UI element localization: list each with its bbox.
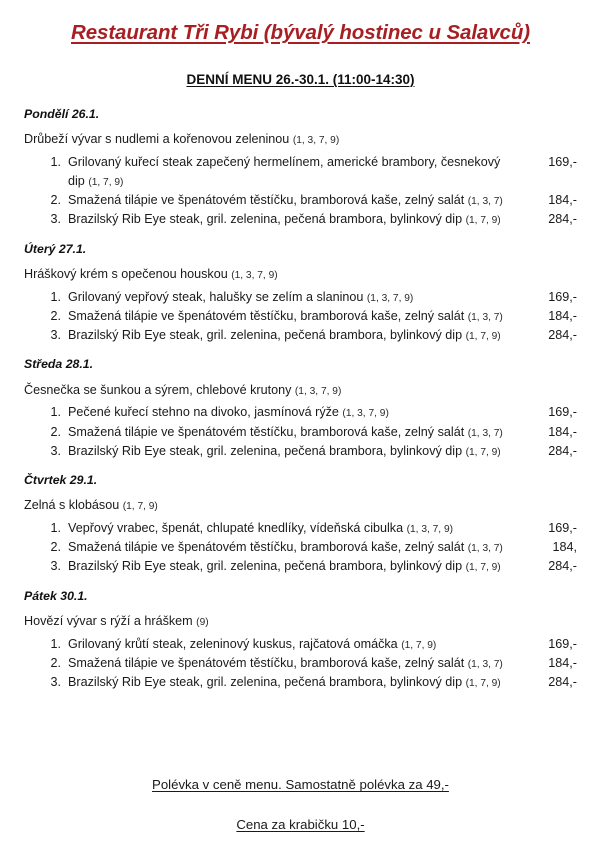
dish-number: 1. bbox=[50, 155, 61, 170]
soup-name: Zelná s klobásou bbox=[24, 498, 120, 513]
soup-name: Hráškový krém s opečenou houskou bbox=[24, 267, 228, 282]
dish-name-cell bbox=[68, 403, 525, 422]
dish-name: Grilovaný krůtí steak, zeleninový kuskus, rajčatová omáčka bbox=[68, 636, 398, 651]
dish-name: Smažená tilápie ve špenátovém těstíčku, bramborová kaše, zelný salát bbox=[68, 424, 465, 439]
dish-price: 169,- bbox=[548, 636, 577, 651]
dish-name-cell bbox=[68, 635, 525, 654]
dish-allergens: (1, 7, 9) bbox=[465, 331, 501, 343]
dish-allergens: (1, 7, 9) bbox=[465, 678, 501, 690]
dish-number: 2. bbox=[50, 193, 61, 208]
dish-allergens: (1, 7, 9) bbox=[401, 639, 437, 651]
dish-list bbox=[24, 153, 577, 230]
dish-price: 169,- bbox=[548, 155, 577, 170]
soup-line bbox=[24, 489, 577, 515]
dish-price: 169,- bbox=[548, 521, 577, 536]
dish-price: 169,- bbox=[548, 289, 577, 304]
dish-name: Brazilský Rib Eye steak, gril. zelenina, pečená brambora, bylinkový dip bbox=[68, 443, 463, 458]
dish-price: 284,- bbox=[548, 212, 577, 227]
soup-name: Česnečka se šunkou a sýrem, chlebové krutony bbox=[24, 382, 292, 397]
dish-number: 2. bbox=[50, 424, 61, 439]
footer-soup-note-text: Polévka v ceně menu. Samostatně polévka za 49,- bbox=[152, 777, 449, 793]
dish-name: Grilovaný vepřový steak, halušky se zelím a slaninou bbox=[68, 289, 364, 304]
dish-name: Vepřový vrabec, špenát, chlupaté knedlíky, vídeňská cibulka bbox=[68, 521, 404, 536]
dish-name-cell bbox=[68, 673, 525, 692]
dish-allergens: (1, 3, 7, 9) bbox=[342, 408, 389, 420]
day-title: Pátek 30.1. bbox=[24, 588, 88, 603]
dish-row bbox=[24, 326, 577, 345]
footer-box-price-note-text: Cena za krabičku 10,- bbox=[236, 817, 365, 833]
dish-price: 284,- bbox=[548, 443, 577, 458]
dish-number: 1. bbox=[50, 521, 61, 536]
dish-name-cell bbox=[68, 153, 525, 191]
restaurant-title-text: Restaurant Tři Rybi (bývalý hostinec u Salavců) bbox=[71, 21, 530, 44]
dish-allergens: (1, 7, 9) bbox=[465, 446, 501, 458]
dish-row bbox=[24, 635, 577, 654]
soup-allergens: (1, 7, 9) bbox=[122, 501, 158, 513]
day-blocks-container bbox=[24, 105, 577, 692]
soup-line bbox=[24, 123, 577, 149]
dish-number: 3. bbox=[50, 443, 61, 458]
dish-name-cell bbox=[68, 654, 525, 673]
dish-list bbox=[24, 403, 577, 460]
dish-row bbox=[24, 673, 577, 692]
day-block bbox=[24, 471, 577, 577]
dish-list bbox=[24, 288, 577, 345]
dish-price: 284,- bbox=[548, 559, 577, 574]
dish-row bbox=[24, 403, 577, 422]
dish-price: 184,- bbox=[548, 308, 577, 323]
dish-name: Smažená tilápie ve špenátovém těstíčku, bramborová kaše, zelný salát bbox=[68, 193, 465, 208]
dish-number: 2. bbox=[50, 655, 61, 670]
day-title: Pondělí 26.1. bbox=[24, 106, 100, 121]
soup-line bbox=[24, 374, 577, 400]
dish-name: Brazilský Rib Eye steak, gril. zelenina, pečená brambora, bylinkový dip bbox=[68, 675, 463, 690]
dish-price: 284,- bbox=[548, 328, 577, 343]
dish-allergens: (1, 3, 7) bbox=[467, 427, 503, 439]
dish-name: Smažená tilápie ve špenátovém těstíčku, bramborová kaše, zelný salát bbox=[68, 655, 465, 670]
soup-name: Drůbeží vývar s nudlemi a kořenovou zeleninou bbox=[24, 132, 290, 147]
dish-allergens: (1, 7, 9) bbox=[465, 562, 501, 574]
dish-list bbox=[24, 519, 577, 576]
dish-row bbox=[24, 153, 577, 191]
restaurant-title bbox=[24, 0, 577, 46]
dish-allergens: (1, 7, 9) bbox=[88, 177, 124, 189]
dish-row bbox=[24, 307, 577, 326]
dish-price: 284,- bbox=[548, 675, 577, 690]
dish-row bbox=[24, 557, 577, 576]
day-block bbox=[24, 587, 577, 693]
dish-price: 184,- bbox=[548, 193, 577, 208]
dish-row bbox=[24, 423, 577, 442]
dish-number: 1. bbox=[50, 289, 61, 304]
dish-row bbox=[24, 519, 577, 538]
footer-box-price-note bbox=[0, 816, 601, 834]
soup-line bbox=[24, 258, 577, 284]
day-title: Úterý 27.1. bbox=[24, 241, 87, 256]
dish-number: 2. bbox=[50, 308, 61, 323]
dish-name: Smažená tilápie ve špenátovém těstíčku, bramborová kaše, zelný salát bbox=[68, 308, 465, 323]
dish-name: Brazilský Rib Eye steak, gril. zelenina, pečená brambora, bylinkový dip bbox=[68, 559, 463, 574]
day-block bbox=[24, 355, 577, 461]
dish-price: 169,- bbox=[548, 405, 577, 420]
dish-row bbox=[24, 191, 577, 210]
dish-number: 3. bbox=[50, 559, 61, 574]
soup-name: Hovězí vývar s rýží a hráškem bbox=[24, 613, 193, 628]
dish-allergens: (1, 3, 7) bbox=[467, 658, 503, 670]
dish-name: Brazilský Rib Eye steak, gril. zelenina, pečená brambora, bylinkový dip bbox=[68, 212, 463, 227]
dish-row bbox=[24, 654, 577, 673]
soup-allergens: (1, 3, 7, 9) bbox=[231, 270, 278, 282]
dish-number: 3. bbox=[50, 212, 61, 227]
dish-name-cell bbox=[68, 326, 525, 345]
dish-allergens: (1, 7, 9) bbox=[465, 215, 501, 227]
dish-price: 184, bbox=[552, 540, 577, 555]
dish-price: 184,- bbox=[548, 655, 577, 670]
dish-name-cell bbox=[68, 538, 525, 557]
day-title: Čtvrtek 29.1. bbox=[24, 472, 98, 487]
dish-allergens: (1, 3, 7) bbox=[467, 543, 503, 555]
day-title: Středa 28.1. bbox=[24, 357, 94, 372]
dish-list bbox=[24, 635, 577, 692]
soup-allergens: (1, 3, 7, 9) bbox=[292, 135, 340, 147]
dish-price: 184,- bbox=[548, 424, 577, 439]
dish-name-cell bbox=[68, 442, 525, 461]
dish-number: 3. bbox=[50, 328, 61, 343]
day-block bbox=[24, 105, 577, 230]
dish-number: 3. bbox=[50, 675, 61, 690]
dish-name: Grilovaný kuřecí steak zapečený hermelínem, americké brambory, česnekový dip bbox=[68, 155, 501, 189]
soup-allergens: (9) bbox=[196, 616, 209, 628]
dish-allergens: (1, 3, 7, 9) bbox=[406, 524, 454, 536]
dish-name-cell bbox=[68, 210, 525, 229]
day-block bbox=[24, 240, 577, 346]
dish-name-cell bbox=[68, 423, 525, 442]
dish-name-cell bbox=[68, 519, 525, 538]
daily-menu-heading bbox=[24, 46, 577, 88]
dish-row bbox=[24, 288, 577, 307]
dish-allergens: (1, 3, 7) bbox=[467, 196, 503, 208]
daily-menu-heading-text: DENNÍ MENU 26.-30.1. (11:00-14:30) bbox=[186, 71, 415, 87]
dish-number: 1. bbox=[50, 405, 61, 420]
dish-name: Smažená tilápie ve špenátovém těstíčku, bramborová kaše, zelný salát bbox=[68, 540, 465, 555]
dish-name: Brazilský Rib Eye steak, gril. zelenina, pečená brambora, bylinkový dip bbox=[68, 328, 463, 343]
dish-allergens: (1, 3, 7, 9) bbox=[366, 292, 414, 304]
dish-number: 1. bbox=[50, 636, 61, 651]
dish-row bbox=[24, 538, 577, 557]
soup-line bbox=[24, 605, 577, 631]
soup-allergens: (1, 3, 7, 9) bbox=[294, 385, 342, 397]
menu-footer bbox=[0, 776, 601, 834]
dish-name-cell bbox=[68, 557, 525, 576]
dish-row bbox=[24, 442, 577, 461]
dish-name-cell bbox=[68, 191, 525, 210]
dish-allergens: (1, 3, 7) bbox=[467, 311, 503, 323]
dish-row bbox=[24, 210, 577, 229]
dish-name-cell bbox=[68, 307, 525, 326]
dish-number: 2. bbox=[50, 540, 61, 555]
dish-name-cell bbox=[68, 288, 525, 307]
footer-soup-note bbox=[0, 776, 601, 794]
dish-name: Pečené kuřecí stehno na divoko, jasmínová rýže bbox=[68, 405, 339, 420]
